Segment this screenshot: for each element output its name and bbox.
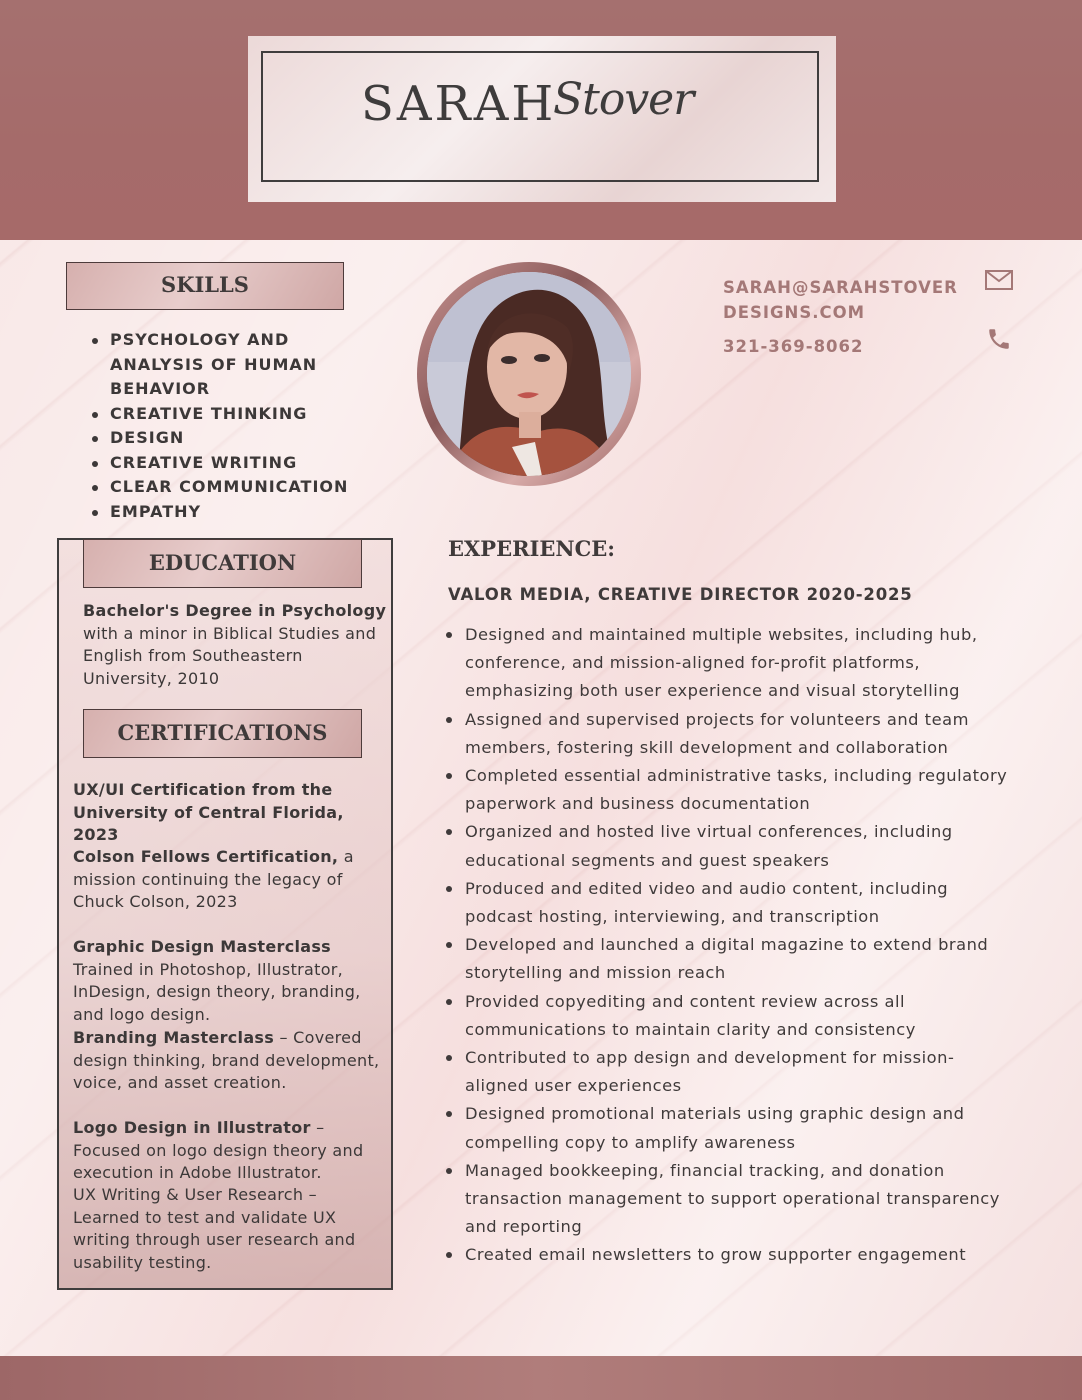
list-item: Organized and hosted live virtual conferences, including educational segments and guest speakers <box>465 818 1010 874</box>
profile-photo-frame <box>417 262 641 486</box>
list-item: Produced and edited video and audio content, including podcast hosting, interviewing, and transcription <box>465 875 1010 931</box>
list-item: Developed and launched a digital magazine to extend brand storytelling and mission reach <box>465 931 1010 987</box>
education-heading: EDUCATION <box>83 539 362 588</box>
list-item: PSYCHOLOGY AND ANALYSIS OF HUMAN BEHAVIOR <box>110 328 350 402</box>
certification-item: Branding Masterclass – Covered design thinking, brand development, voice, and asset creation. <box>73 1028 380 1092</box>
list-item: CLEAR COMMUNICATION <box>110 475 350 500</box>
degree-details: with a minor in Biblical Studies and English from Southeastern University, 2010 <box>83 623 377 688</box>
list-item: Managed bookkeeping, financial tracking, and donation transaction management to support operational transparency and reporting <box>465 1157 1010 1242</box>
list-item: CREATIVE WRITING <box>110 451 350 476</box>
skills-heading: SKILLS <box>66 262 344 310</box>
list-item: Provided copyediting and content review across all communications to maintain clarity and consistency <box>465 988 1010 1044</box>
certifications-heading: CERTIFICATIONS <box>83 709 362 758</box>
list-item: Completed essential administrative tasks, including regulatory paperwork and business documentation <box>465 762 1010 818</box>
list-item: Created email newsletters to grow supporter engagement <box>465 1241 1010 1269</box>
list-item: DESIGN <box>110 426 350 451</box>
certification-item: Graphic Design Masterclass Trained in Photoshop, Illustrator, InDesign, design theory, branding, and logo design. <box>73 937 361 1024</box>
name-plate <box>248 36 836 202</box>
phone-icon <box>986 326 1012 352</box>
certification-item: Logo Design in Illustrator – Focused on logo design theory and execution in Adobe Illustrator. <box>73 1118 364 1182</box>
certification-item: UX/UI Certification from the University of Central Florida, 2023 <box>73 780 344 844</box>
first-name: SARAH <box>361 76 557 132</box>
envelope-icon <box>985 270 1013 290</box>
list-item: Designed promotional materials using graphic design and compelling copy to amplify awareness <box>465 1100 1010 1156</box>
certification-item: Colson Fellows Certification, a mission continuing the legacy of Chuck Colson, 2023 <box>73 847 354 911</box>
list-item: EMPATHY <box>110 500 350 525</box>
experience-heading: EXPERIENCE: <box>448 536 616 561</box>
contact-phone[interactable]: 321-369-8062 <box>723 337 864 356</box>
job-title: VALOR MEDIA, CREATIVE DIRECTOR 2020-2025 <box>448 585 913 604</box>
last-name: Stover <box>553 74 694 125</box>
degree: Bachelor's Degree in Psychology <box>83 601 387 620</box>
skills-list <box>110 328 350 524</box>
education-text <box>83 600 391 690</box>
portrait-illustration <box>427 272 631 476</box>
contact-email[interactable]: SARAH@SARAHSTOVER DESIGNS.COM <box>723 278 958 322</box>
profile-photo <box>427 272 631 476</box>
list-item: Contributed to app design and development for mission-aligned user experiences <box>465 1044 1010 1100</box>
list-item: Assigned and supervised projects for volunteers and team members, fostering skill development and collaboration <box>465 706 1010 762</box>
list-item: Designed and maintained multiple websites, including hub, conference, and mission-aligned for-profit platforms, emphasizing both user experience and visual storytelling <box>465 621 1010 706</box>
footer-band <box>0 1356 1082 1400</box>
experience-list <box>465 621 1010 1270</box>
list-item: CREATIVE THINKING <box>110 402 350 427</box>
certification-item: UX Writing & User Research – Learned to test and validate UX writing through user research and usability testing. <box>73 1185 356 1272</box>
